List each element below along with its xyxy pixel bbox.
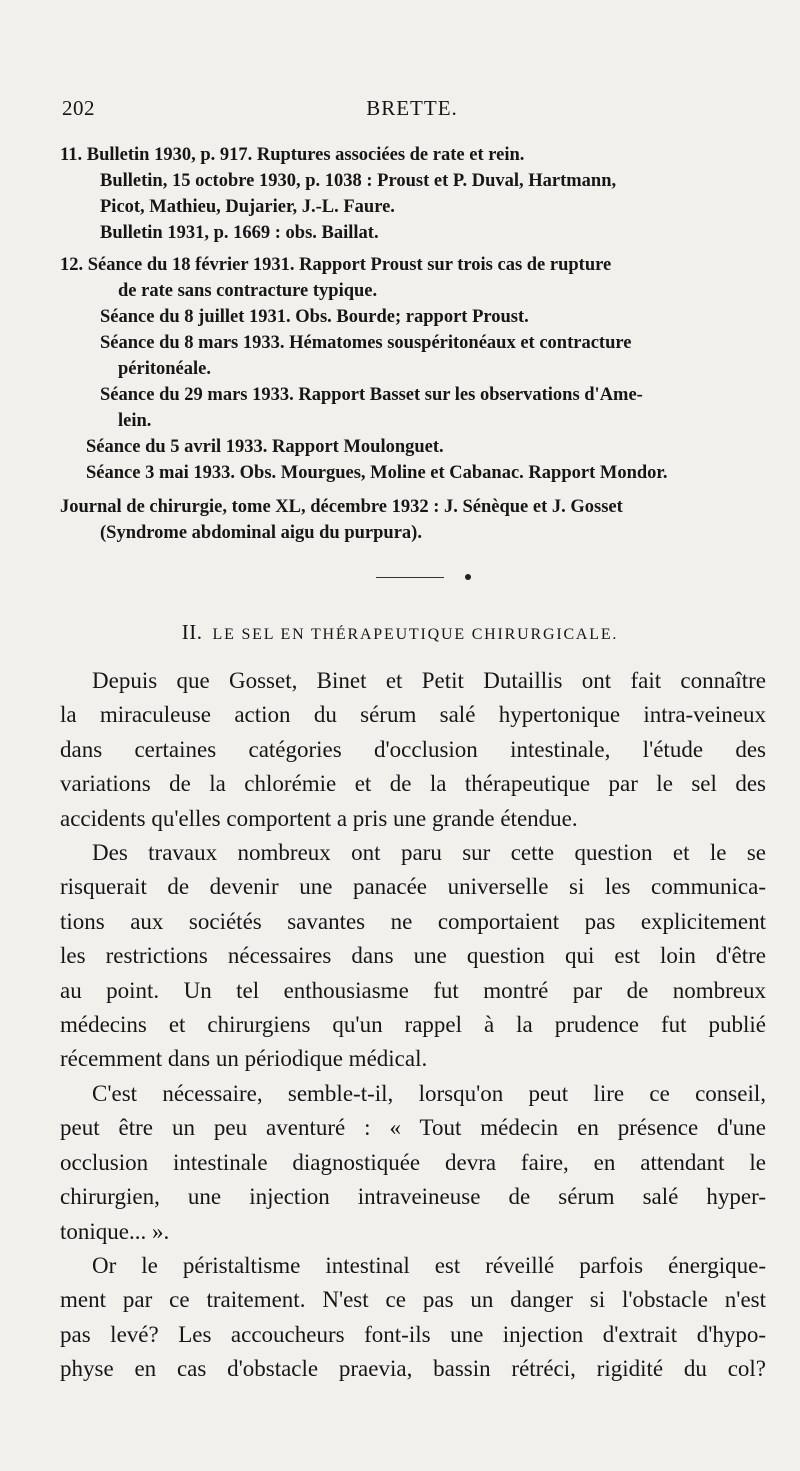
reference-notes — [60, 142, 772, 546]
body-line: physe en cas d'obstacle praevia, bassin rétréci, rigidité du col? — [60, 1356, 766, 1382]
reference-line: Séance du 8 mars 1933. Hématomes souspéritonéaux et contracture — [100, 333, 632, 353]
body-line: Des travaux nombreux ont paru sur cette question et le se — [92, 840, 766, 866]
body-line: peut être un peu aventuré : « Tout médecin en présence d'une — [60, 1115, 766, 1141]
body-line: tions aux sociétés savantes ne comportaient pas explicitement — [60, 908, 766, 934]
reference-line: Séance 3 mai 1933. Obs. Mourgues, Moline et Cabanac. Rapport Mondor. — [86, 463, 668, 483]
reference-line: péritonéale. — [118, 359, 211, 379]
body-line: médecins et chirurgiens qu'un rappel à la prudence fut publié — [60, 1012, 766, 1038]
reference-line: 12. Séance du 18 février 1931. Rapport Proust sur trois cas de rupture — [60, 255, 612, 275]
reference-line: Picot, Mathieu, Dujarier, J.-L. Faure. — [100, 197, 395, 217]
body-line: les restrictions nécessaires dans une question qui est loin d'être — [60, 943, 766, 969]
body-line: ment par ce traitement. N'est ce pas un danger si l'obstacle n'est — [60, 1287, 766, 1313]
reference-line: Bulletin 1931, p. 1669 : obs. Baillat. — [100, 223, 379, 243]
section-number: II. — [181, 620, 203, 644]
reference-line: de rate sans contracture typique. — [118, 281, 378, 301]
running-title: BRETTE. — [366, 96, 458, 120]
section-title: LE SEL EN THÉRAPEUTIQUE CHIRURGICALE. — [212, 626, 619, 643]
separator-rule — [376, 577, 444, 578]
page-number: 202 — [62, 96, 95, 120]
body-line: accidents qu'elles comportent a pris une grande étendue. — [60, 805, 578, 831]
body-line: occlusion intestinale diagnostiquée devra faire, en attendant le — [60, 1149, 766, 1175]
reference-line: Séance du 8 juillet 1931. Obs. Bourde; rapport Proust. — [100, 307, 529, 327]
body-line: la miraculeuse action du sérum salé hypertonique intra-veineux — [60, 702, 766, 728]
reference-line: Journal de chirurgie, tome XL, décembre 1932 : J. Sénèque et J. Gosset — [60, 497, 623, 517]
body-line: risquerait de devenir une panacée universelle si les communica- — [60, 874, 766, 900]
reference-line: Séance du 29 mars 1933. Rapport Basset sur les observations d'Ame- — [100, 385, 643, 405]
reference-11 — [60, 142, 772, 246]
reference-12 — [60, 252, 772, 546]
reference-line: Séance du 5 avril 1933. Rapport Moulonguet. — [86, 437, 444, 457]
body-text — [60, 664, 766, 1387]
body-line: tonique... ». — [60, 1218, 170, 1244]
body-line: au point. Un tel enthousiasme fut montré par de nombreux — [60, 977, 766, 1003]
body-line: chirurgien, une injection intraveineuse de sérum salé hyper- — [60, 1184, 766, 1210]
body-line: récemment dans un périodique médical. — [60, 1046, 428, 1072]
separator-dot — [465, 574, 471, 580]
body-line: Depuis que Gosset, Binet et Petit Dutaillis ont fait connaître — [92, 668, 766, 693]
running-header — [62, 96, 762, 126]
reference-line: lein. — [118, 411, 152, 431]
body-line: pas levé? Les accoucheurs font-ils une injection d'extrait d'hypo- — [60, 1321, 766, 1347]
body-line: Or le péristaltisme intestinal est réveillé parfois énergique- — [92, 1252, 766, 1278]
reference-line: 11. Bulletin 1930, p. 917. Ruptures associées de rate et rein. — [60, 145, 525, 165]
body-line: dans certaines catégories d'occlusion intestinale, l'étude des — [60, 736, 766, 762]
reference-line: Bulletin, 15 octobre 1930, p. 1038 : Proust et P. Duval, Hartmann, — [100, 171, 617, 191]
body-line: C'est nécessaire, semble-t-il, lorsqu'on peut lire ce conseil, — [92, 1080, 766, 1106]
body-line: variations de la chlorémie et de la thérapeutique par le sel des — [60, 771, 766, 797]
section-heading — [0, 620, 800, 645]
reference-line: (Syndrome abdominal aigu du purpura). — [100, 523, 422, 543]
